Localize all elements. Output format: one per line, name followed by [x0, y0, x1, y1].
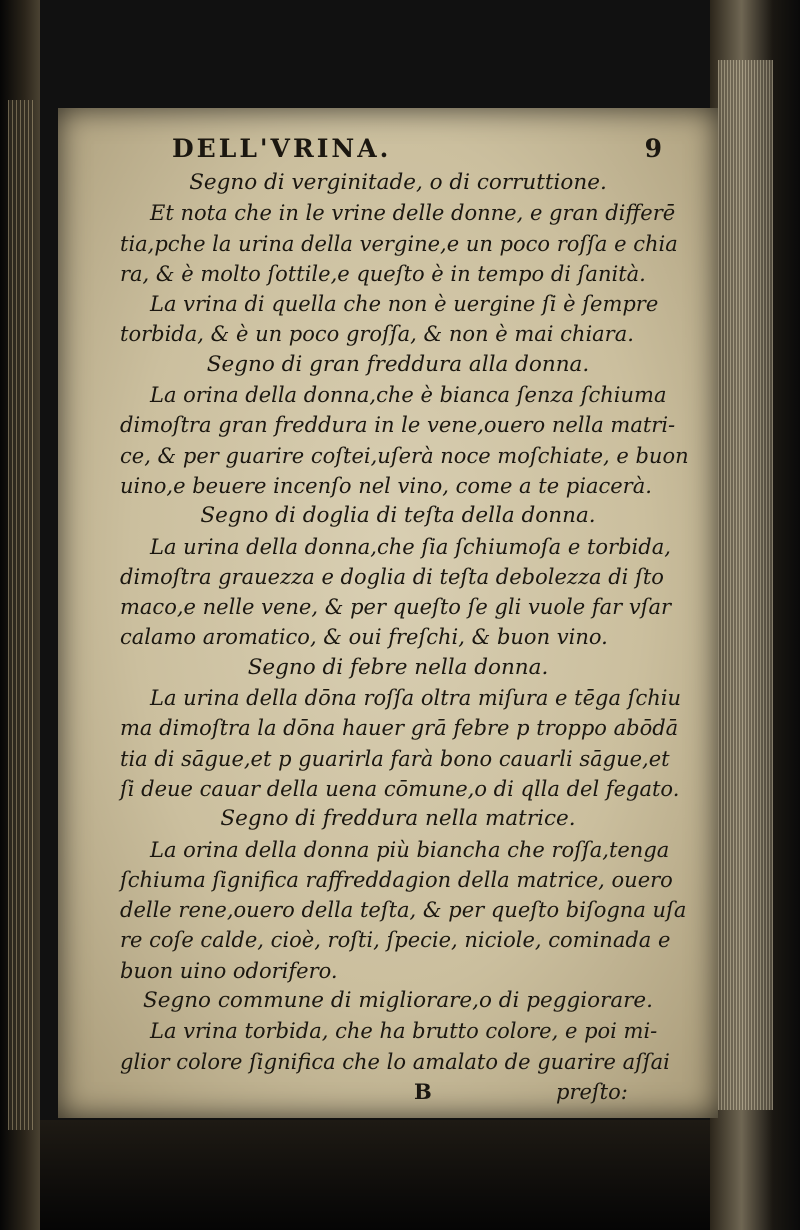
catchword: preſto: — [556, 1079, 628, 1104]
text-line: La urina della donna,che ſia ſchiumoſa e torbida, — [150, 534, 671, 559]
text-line: maco,e nelle vene, & per queſto ſe gli vuole far vſar — [120, 595, 672, 620]
text-line: ce, & per guarire coſtei,uſerà noce moſchiate, e buon — [120, 443, 689, 468]
text-line: torbida, & è un poco groſſa, & non è mai chiara. — [120, 322, 634, 347]
page-footer — [120, 1077, 676, 1107]
text-line: delle rene,ouero della teſta, & per queſto biſogna uſa — [120, 898, 687, 923]
book-binding-edge — [0, 0, 40, 1230]
running-head — [120, 134, 676, 168]
page-stack-edge — [710, 0, 800, 1230]
section-heading: Segno commune di migliorare,o di peggiorare. — [143, 988, 653, 1014]
signature-mark: B — [414, 1078, 432, 1104]
text-line: ſi deue cauar della uena cōmune,o di qlla del fegato. — [120, 776, 680, 801]
text-line: ra, & è molto ſottile,e queſto è in tempo di ſanità. — [120, 261, 646, 286]
binding-page-edges — [8, 100, 34, 1130]
section-heading: Segno di febre nella donna. — [247, 654, 549, 680]
stacked-page-edges — [718, 60, 773, 1110]
text-line: La orina della donna più biancha che roſſa,tenga — [150, 837, 670, 862]
text-line: ſchiuma ſignifica raffreddagion della matrice, ouero — [120, 867, 673, 892]
running-title: DELL'VRINA. — [172, 134, 392, 163]
text-line: Et nota che in le vrine delle donne, e gran differē — [150, 201, 676, 226]
text-line: tia,pche la urina della vergine,e un poco roſſa e chia — [120, 231, 678, 256]
page-number: 9 — [644, 134, 662, 163]
text-line: glior colore ſignifica che lo amalato de guarire aſſai — [120, 1049, 670, 1074]
text-line: buon uino odorifero. — [120, 958, 338, 983]
text-line: calamo aromatico, & oui freſchi, & buon vino. — [120, 625, 608, 650]
text-line: La orina della donna,che è bianca ſenza ſchiuma — [150, 383, 667, 408]
text-line: re coſe calde, cioè, roſti, ſpecie, niciole, cominada e — [120, 928, 671, 953]
text-line: dimoſtra gran freddura in le vene,ouero nella matri- — [120, 413, 676, 438]
text-line: ma dimoſtra la dōna hauer grā febre p troppo abōdā — [120, 716, 679, 741]
section-heading: Segno di doglia di teſta della donna. — [200, 503, 596, 529]
text-line: tia di sāgue,et p guarirla farà bono cauarli sāgue,et — [120, 746, 670, 771]
dark-background — [40, 1120, 710, 1230]
text-line: uino,e beuere incenſo nel vino, come a te piacerà. — [120, 473, 652, 498]
text-line: La vrina di quella che non è uergine ſi è ſempre — [150, 292, 659, 317]
page-text — [120, 134, 689, 1107]
text-line: La vrina torbida, che ha brutto colore, e poi mi- — [150, 1019, 658, 1044]
text-line: La urina della dōna roſſa oltra miſura e tēga ſchiu — [150, 686, 681, 711]
text-line: dimoſtra grauezza e doglia di teſta debolezza di ſto — [120, 564, 664, 589]
section-heading: Segno di freddura nella matrice. — [220, 806, 576, 832]
section-heading: Segno di gran freddura alla donna. — [206, 351, 590, 377]
book-page — [58, 108, 718, 1118]
section-heading: Segno di verginitade, o di corruttione. — [189, 170, 607, 195]
